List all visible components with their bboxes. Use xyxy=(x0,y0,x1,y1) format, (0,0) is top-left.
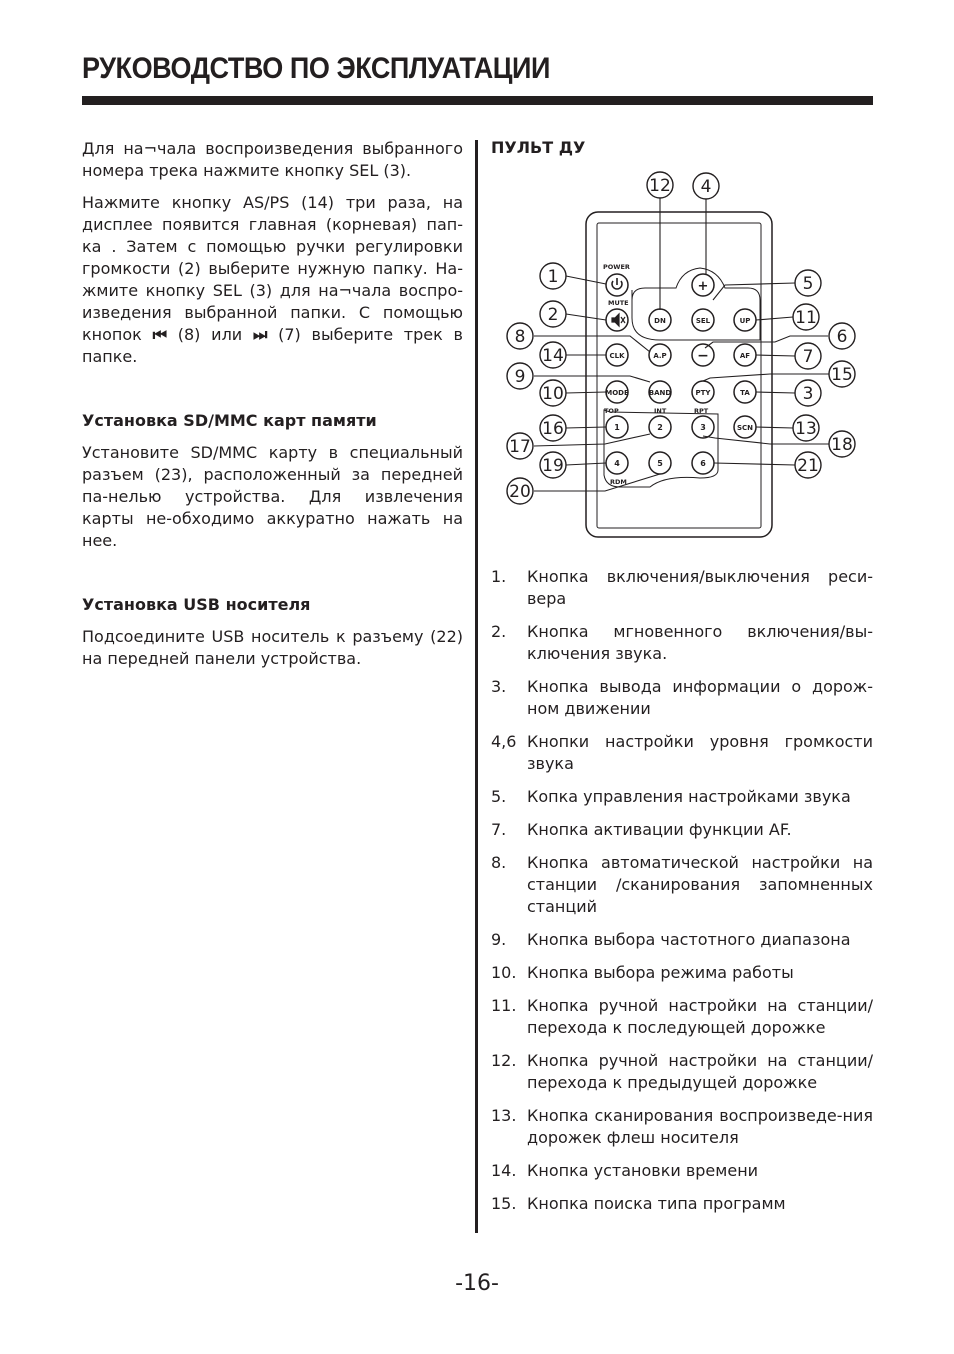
legend-number: 14. xyxy=(491,1161,517,1180)
legend-number: 13. xyxy=(491,1106,517,1125)
paragraph-folder-end: (7) выберите трек в папке. xyxy=(82,325,463,366)
af-button-label: AF xyxy=(739,352,751,360)
callout-7-label: 7 xyxy=(802,347,814,367)
next-track-icon: ⏭ xyxy=(252,325,268,344)
legend-item xyxy=(491,1160,873,1182)
legend-number: 9. xyxy=(491,930,507,949)
legend-text: Копка управления настройками звука xyxy=(527,787,851,806)
up-button-label: UP xyxy=(739,317,751,325)
callout-17-label: 17 xyxy=(509,437,531,457)
legend-item xyxy=(491,1193,873,1215)
callout-13-label: 13 xyxy=(795,419,817,439)
legend-text: Кнопка выбора режима работы xyxy=(527,963,794,982)
ta-button-label: TA xyxy=(740,389,750,397)
plus-button-label: + xyxy=(697,279,709,294)
column-divider xyxy=(475,140,478,1233)
legend-text: Кнопка ручной настройки на станции/ перехода к последующей дорожке xyxy=(527,996,873,1037)
sd-heading: Установка SD/MMC карт памяти xyxy=(82,411,377,430)
legend-number: 8. xyxy=(491,853,507,872)
rdm-label: RDM xyxy=(610,478,627,486)
power-icon xyxy=(612,278,622,289)
power-label: POWER xyxy=(603,263,630,271)
legend-text: Кнопка поиска типа программ xyxy=(527,1194,786,1213)
paragraph-folder-mid: (8) или xyxy=(167,325,253,344)
mode-button-label: MODE xyxy=(605,389,629,397)
band-button-label: BAND xyxy=(648,389,672,397)
callout-3-label: 3 xyxy=(802,384,814,404)
legend-item xyxy=(491,731,873,775)
callout-1-label: 1 xyxy=(547,267,559,287)
sd-paragraph: Установите SD/MMC карту в специальный разъем (23), расположенный за передней па-нелью устройства. Для извлечения карты не-обходимо аккуратно нажать на нее. xyxy=(82,443,463,550)
callout-11-label: 11 xyxy=(795,308,817,328)
top-label: TOP xyxy=(604,407,619,415)
left-column xyxy=(82,138,463,670)
legend-item xyxy=(491,819,873,841)
remote-diagram xyxy=(498,168,878,548)
legend-number: 15. xyxy=(491,1194,517,1213)
minus-button-label: − xyxy=(697,348,709,364)
legend-item xyxy=(491,852,873,918)
legend-text: Кнопка вывода информации о дорож-ном движении xyxy=(527,677,873,718)
legend-number: 3. xyxy=(491,677,507,696)
prev-track-icon: ⏮ xyxy=(152,325,167,344)
callout-21-label: 21 xyxy=(797,456,819,476)
paragraph-folder xyxy=(82,192,463,368)
mute-label: MUTE xyxy=(608,299,629,307)
num2-button-label: 2 xyxy=(657,423,663,432)
legend-number: 12. xyxy=(491,1051,517,1070)
clk-button-label: CLK xyxy=(609,352,625,360)
callout-10-label: 10 xyxy=(542,384,564,404)
callout-12-label: 12 xyxy=(649,176,671,196)
legend-number: 7. xyxy=(491,820,507,839)
legend-item xyxy=(491,1050,873,1094)
legend-number: 1. xyxy=(491,567,507,586)
legend-text: Кнопка включения/выключения реси-вера xyxy=(527,567,873,608)
legend-text: Кнопка автоматической настройки на станции /сканирования запомненных станций xyxy=(527,853,873,916)
button-legend-list xyxy=(491,566,873,1226)
legend-text: Кнопка ручной настройки на станции/ перехода к предыдущей дорожке xyxy=(527,1051,873,1092)
callout-8-label: 8 xyxy=(514,327,526,347)
num5-button-label: 5 xyxy=(657,459,663,468)
legend-item xyxy=(491,962,873,984)
paragraph-folder-text: Нажмите кнопку AS/PS (14) три раза, на дисплее появится главная (корневая) пап-ка . Затем с помощью ручки регулировки громкости (2) выберите нужную папку. На-жмите кнопку SEL (3) для на¬чала воспро-изведения выбранной папки. С помощью кнопок xyxy=(82,193,463,344)
num3-button-label: 3 xyxy=(700,423,706,432)
remote-number-contour xyxy=(604,410,718,487)
paragraph-sel: Для на¬чала воспроизведения выбранного номера трека нажмите кнопку SEL (3). xyxy=(82,139,463,180)
dn-button-label: DN xyxy=(654,317,666,325)
callout-19-label: 19 xyxy=(542,456,564,476)
legend-number: 5. xyxy=(491,787,507,806)
sel-button-label: SEL xyxy=(695,317,711,325)
int-label: INT xyxy=(654,407,667,415)
legend-text: Кнопка выбора частотного диапазона xyxy=(527,930,851,949)
legend-text: Кнопка установки времени xyxy=(527,1161,759,1180)
legend-text: Кнопка сканирования воспроизведе-ния дорожек флеш носителя xyxy=(527,1106,873,1147)
title-rule xyxy=(82,96,873,105)
callout-leaders xyxy=(534,198,829,491)
callout-18-label: 18 xyxy=(831,435,853,455)
callout-16-label: 16 xyxy=(542,419,564,439)
legend-number: 10. xyxy=(491,963,517,982)
legend-item xyxy=(491,676,873,720)
callout-2-label: 2 xyxy=(547,305,559,325)
legend-item xyxy=(491,929,873,951)
legend-item xyxy=(491,786,873,808)
legend-text: Кнопки настройки уровня громкости звука xyxy=(527,732,873,773)
legend-item xyxy=(491,1105,873,1149)
rpt-label: RPT xyxy=(694,407,709,415)
callout-14-label: 14 xyxy=(542,346,564,366)
legend-item xyxy=(491,995,873,1039)
callout-20-label: 20 xyxy=(509,482,531,502)
callout-9-label: 9 xyxy=(514,367,526,387)
remote-heading: ПУЛЬТ ДУ xyxy=(491,138,586,157)
usb-paragraph: Подсоедините USB носитель к разъему (22) на передней панели устройства. xyxy=(82,627,463,668)
num1-button-label: 1 xyxy=(614,423,620,432)
legend-number: 11. xyxy=(491,996,517,1015)
usb-heading: Установка USB носителя xyxy=(82,595,311,614)
scn-button-label: SCN xyxy=(736,424,754,432)
page-number: -16- xyxy=(455,1271,499,1296)
mute-icon xyxy=(612,314,625,326)
callout-5-label: 5 xyxy=(802,274,814,294)
page-title: РУКОВОДСТВО ПО ЭКСПЛУАТАЦИИ xyxy=(82,52,550,85)
num6-button-label: 6 xyxy=(700,459,706,468)
legend-item xyxy=(491,621,873,665)
callout-15-label: 15 xyxy=(831,365,853,385)
ap-button-label: A.P xyxy=(653,352,667,360)
callout-4-label: 4 xyxy=(700,177,712,197)
legend-number: 4,6 xyxy=(491,732,517,751)
callout-6-label: 6 xyxy=(836,327,848,347)
legend-text: Кнопка активации функции AF. xyxy=(527,820,792,839)
num4-button-label: 4 xyxy=(614,459,620,468)
pty-button-label: PTY xyxy=(695,389,711,397)
legend-number: 2. xyxy=(491,622,507,641)
legend-item xyxy=(491,566,873,610)
legend-text: Кнопка мгновенного включения/вы-ключения звука. xyxy=(527,622,873,663)
